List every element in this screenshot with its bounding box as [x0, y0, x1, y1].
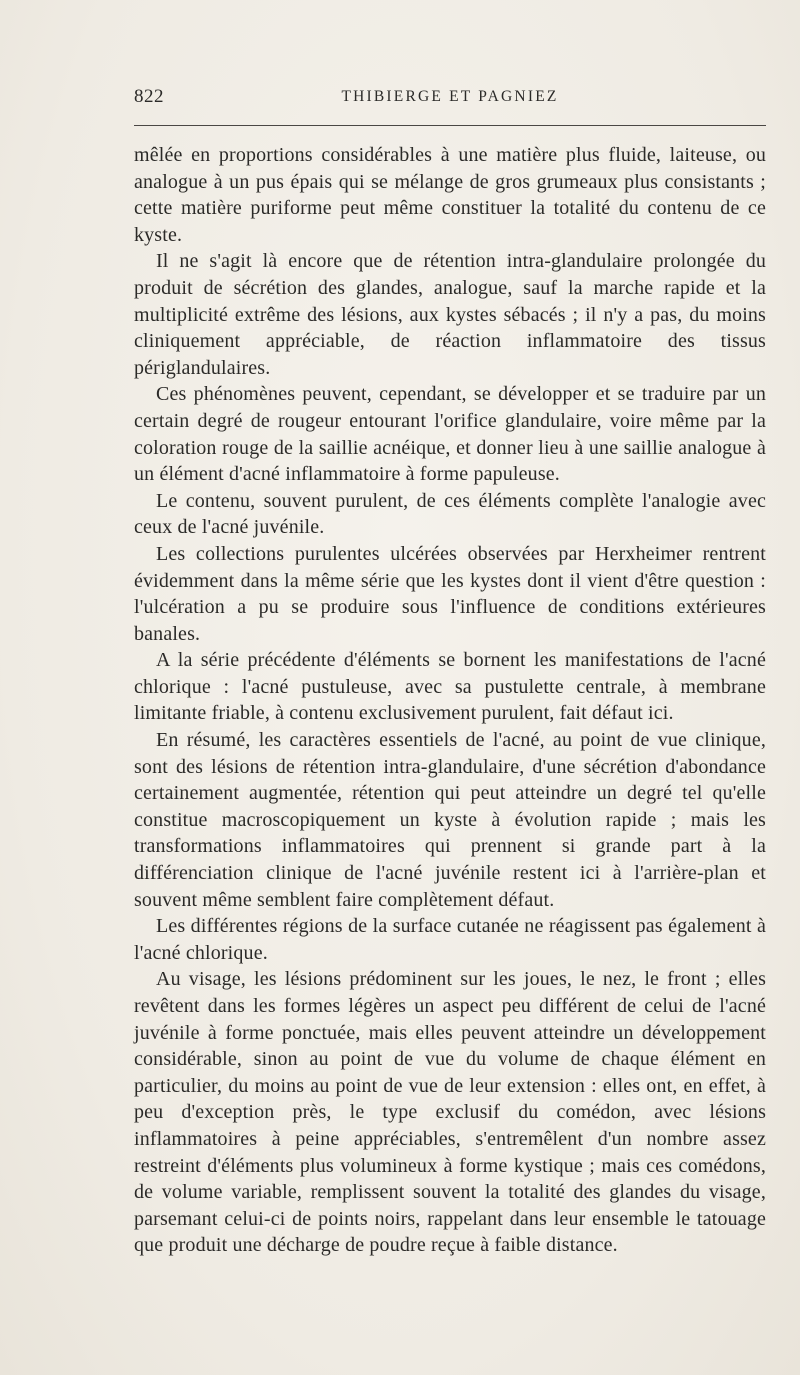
paragraph: Il ne s'agit là encore que de rétention intra-glandulaire prolongée du produit de sécrétion des glandes, analogue, sauf la marche rapide et la multiplicité extrême des lésions, aux kystes sébacés ; il n'y a pas, du moins cliniquement appréciable, de réaction inflammatoire des tissus périglandulaires. — [134, 250, 766, 379]
paragraph: mêlée en proportions considérables à une matière plus fluide, laiteuse, ou analogue à un pus épais qui se mélange de gros grumeaux plus consistants ; cette matière puriforme peut même constituer la totalité du contenu de ce kyste. — [134, 144, 766, 246]
paragraph: Ces phénomènes peuvent, cependant, se développer et se traduire par un certain degré de rougeur entourant l'orifice glandulaire, voire même par la coloration rouge de la saillie acnéique, et donner lieu à une saillie analogue à un élément d'acné inflammatoire à forme papuleuse. — [134, 383, 766, 486]
page-number: 822 — [134, 86, 164, 107]
paragraph: En résumé, les caractères essentiels de l'acné, au point de vue clinique, sont des lésions de rétention intra-glandulaire, d'une sécrétion d'abondance certainement augmentée, rétention qui peut atteindre un degré tel qu'elle constitue macroscopiquement un kyste à évolution rapide ; mais les transformations inflammatoires qui prennent si grande part à la différenciation clinique de l'acné juvénile restent ici à l'arrière-plan et souvent même semblent faire complètement défaut. — [134, 729, 766, 911]
body-text — [134, 142, 766, 1259]
page-header — [134, 86, 766, 110]
running-title: THIBIERGE ET PAGNIEZ — [341, 88, 559, 105]
paragraph: Les collections purulentes ulcérées observées par Herxheimer rentrent évidemment dans la même série que les kystes dont il vient d'être question : l'ulcération a pu se produire sous l'influence de conditions extérieures banales. — [134, 542, 766, 645]
header-rule — [134, 125, 766, 126]
paragraph: Le contenu, souvent purulent, de ces éléments complète l'analogie avec ceux de l'acné juvénile. — [134, 489, 766, 539]
paragraph: A la série précédente d'éléments se bornent les manifestations de l'acné chlorique : l'acné pustuleuse, avec sa pustulette centrale, à membrane limitante friable, à contenu exclusivement purulent, fait défaut ici. — [134, 649, 766, 725]
paragraph: Les différentes régions de la surface cutanée ne réagissent pas également à l'acné chlorique. — [134, 915, 766, 964]
paragraph: Au visage, les lésions prédominent sur les joues, le nez, le front ; elles revêtent dans les formes légères un aspect peu différent de celui de l'acné juvénile à forme ponctuée, mais elles peuvent atteindre un développement considérable, sinon au point de vue du volume de chaque élément en particulier, du moins au point de vue de leur extension : elles ont, en effet, à peu d'exception près, le type exclusif du comédon, avec lésions inflammatoires à peine appréciables, s'entremêlent d'un nombre assez restreint d'éléments plus volumineux à forme kystique ; mais ces comédons, de volume variable, remplissent souvent la totalité des glandes du visage, parsemant celui-ci de points noirs, rappelant dans leur ensemble le tatouage que produit une décharge de poudre reçue à faible distance. — [134, 968, 766, 1257]
